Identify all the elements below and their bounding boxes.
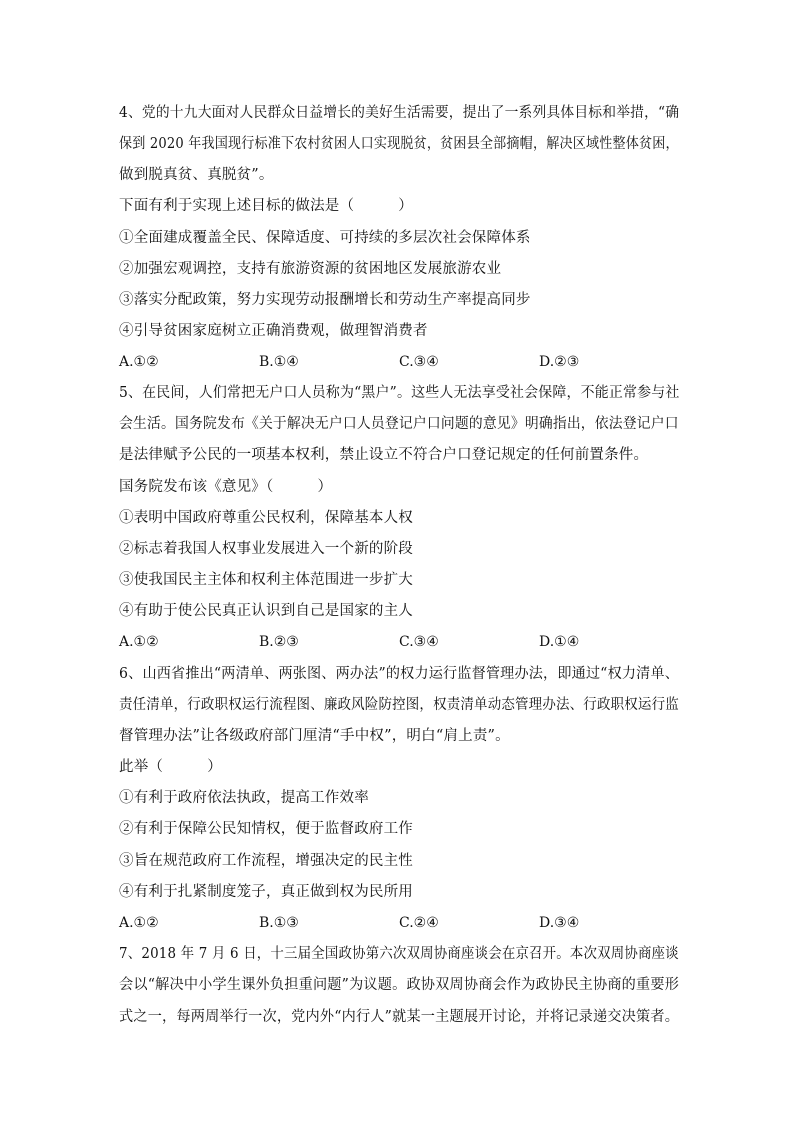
q5-item-3: ③使我国民主主体和权利主体范围进一步扩大	[119, 572, 413, 588]
q6-option-d[interactable]: D.③④	[539, 915, 580, 931]
q4-item-3: ③落实分配政策，努力实现劳动报酬增长和劳动生产率提高同步	[119, 292, 531, 308]
q4-stem-line-1: 4、党的十九大面对人民群众日益增长的美好生活需要，提出了一系列具体目标和举措，“确	[119, 105, 680, 121]
q5-item-2: ②标志着我国人权事业发展进入一个新的阶段	[119, 541, 413, 557]
q6-item-3: ③旨在规范政府工作流程，增强决定的民主性	[119, 853, 413, 869]
q6-item-2: ②有利于保障公民知情权，便于监督政府工作	[119, 821, 413, 837]
q4-prompt: 下面有利于实现上述目标的做法是（ ）	[119, 198, 413, 214]
q5-option-a[interactable]: A.①②	[119, 634, 159, 650]
q6-item-4: ④有利于扎紧制度笼子，真正做到权为民所用	[119, 884, 413, 900]
q4-option-a[interactable]: A.①②	[119, 354, 159, 370]
q4-item-1: ①全面建成覆盖全民、保障适度、可持续的多层次社会保障体系	[119, 230, 531, 246]
q5-stem-line-1: 5、在民间，人们常把无户口人员称为“黑户”。这些人无法享受社会保障，不能正常参与社	[119, 385, 680, 401]
q5-prompt: 国务院发布该《意见》（ ）	[119, 479, 333, 495]
q6-option-a[interactable]: A.①②	[119, 915, 159, 931]
q5-stem-line-3: 是法律赋予公民的一项基本权利，禁止设立不符合户口登记规定的任何前置条件。	[119, 447, 649, 463]
q6-prompt: 此举（ ）	[119, 759, 222, 775]
q5-options	[119, 633, 679, 651]
q4-option-d[interactable]: D.②③	[539, 354, 580, 370]
q6-option-b[interactable]: B.①③	[259, 915, 299, 931]
q5-item-4: ④有助于使公民真正认识到自己是国家的主人	[119, 603, 413, 619]
q4-item-2: ②加强宏观调控，支持有旅游资源的贫困地区发展旅游农业	[119, 261, 502, 277]
q7-stem-line-3: 式之一，每两周举行一次，党内外“内行人”就某一主题展开讨论，并将记录递交决策者。	[119, 1009, 680, 1025]
q4-option-c[interactable]: C.③④	[399, 354, 439, 370]
q6-stem-line-3: 督管理办法”让各级政府部门厘清“手中权”，明白“肩上责”。	[119, 728, 510, 744]
q7-stem-line-2: 会以“解决中小学生课外负担重问题”为议题。政协双周协商会作为政协民主协商的重要形	[119, 977, 680, 993]
q6-options	[119, 914, 679, 932]
q4-option-b[interactable]: B.①④	[259, 354, 299, 370]
q6-stem-line-1: 6、山西省推出“两清单、两张图、两办法”的权力运行监督管理办法，即通过“权力清单、	[119, 666, 680, 682]
q5-option-c[interactable]: C.③④	[399, 634, 439, 650]
q5-option-b[interactable]: B.②③	[259, 634, 299, 650]
q4-stem-line-2: 保到 2020 年我国现行标准下农村贫困人口实现脱贫，贫困县全部摘帽，解决区域性整体贫困，	[119, 136, 679, 152]
q7-stem-line-1: 7、2018 年 7 月 6 日，十三届全国政协第六次双周协商座谈会在京召开。本次双周协商座谈	[119, 946, 679, 962]
q4-stem-line-3: 做到脱真贫、真脱贫”。	[119, 167, 274, 183]
q4-options	[119, 353, 679, 371]
q5-stem-line-2: 会生活。国务院发布《关于解决无户口人员登记户口问题的意见》明确指出，依法登记户口	[119, 416, 679, 432]
q6-option-c[interactable]: C.②④	[399, 915, 439, 931]
q5-option-d[interactable]: D.①④	[539, 634, 580, 650]
q6-stem-line-2: 责任清单，行政职权运行流程图、廉政风险防控图，权责清单动态管理办法、行政职权运行监	[119, 697, 679, 713]
q4-item-4: ④引导贫困家庭树立正确消费观，做理智消费者	[119, 323, 428, 339]
q6-item-1: ①有利于政府依法执政，提高工作效率	[119, 790, 369, 806]
q5-item-1: ①表明中国政府尊重公民权利，保障基本人权	[119, 510, 413, 526]
